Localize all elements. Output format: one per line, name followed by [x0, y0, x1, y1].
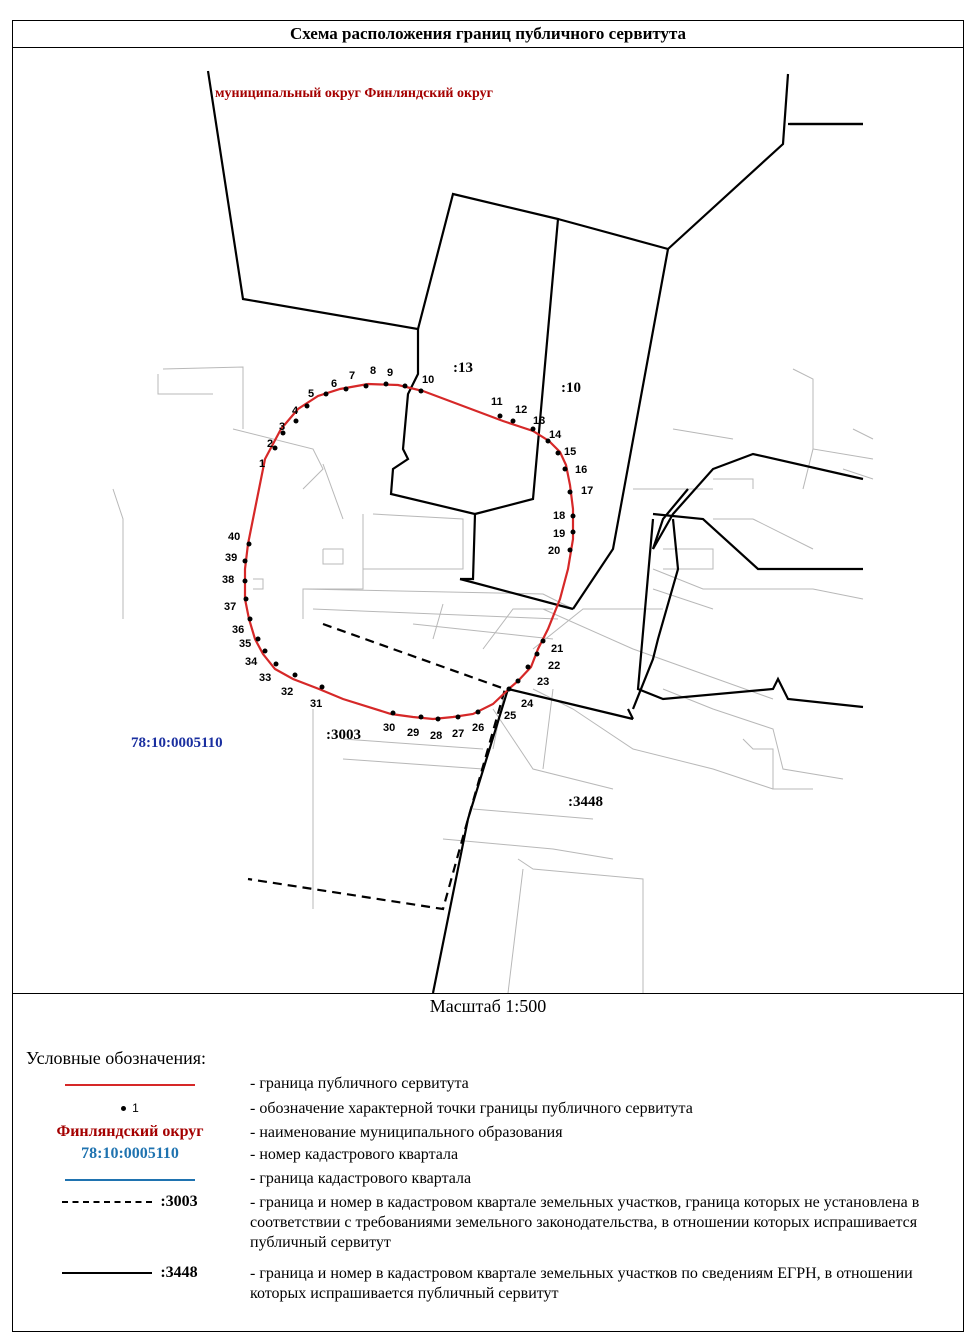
- background-topography: [113, 367, 873, 993]
- point-label: 26: [472, 722, 485, 734]
- point-label: 1: [259, 458, 266, 470]
- legend-symbol: [30, 1084, 230, 1086]
- servitude-points: [243, 382, 576, 722]
- legend-text: - граница и номер в кадастровом квартале земельных участков, граница которых не установлена в соответствии с требованиями земельного законодательства, в отношении которых испрашивается публичный сервитут: [250, 1194, 920, 1251]
- point-label: 10: [422, 374, 435, 386]
- quarter-number-label: 78:10:0005110: [131, 735, 223, 751]
- point-label: 40: [228, 531, 241, 543]
- map-divider: [12, 993, 964, 994]
- point-label: 3: [279, 421, 286, 433]
- point-label: 32: [281, 686, 294, 698]
- legend-quarter-number: 78:10:0005110: [81, 1145, 179, 1162]
- point-label: 31: [310, 698, 323, 710]
- point-label: 13: [533, 415, 546, 427]
- point-label: 6: [331, 378, 338, 390]
- parcel-label-10: :10: [561, 380, 581, 396]
- scale-label: Масштаб 1:500: [429, 996, 547, 1016]
- legend-text: - номер кадастрового квартала: [250, 1146, 459, 1163]
- legend-symbol: [30, 1193, 230, 1211]
- point-label: 18: [553, 510, 566, 522]
- point-label: 36: [232, 624, 245, 636]
- map-canvas: [13, 49, 963, 993]
- legend-symbol: [30, 1264, 230, 1282]
- parcel-label-3003: :3003: [326, 727, 361, 743]
- legend-parcel-3003-label: :3003: [160, 1193, 198, 1210]
- legend-parcel-3448-label: :3448: [160, 1264, 198, 1281]
- point-label: 14: [549, 429, 562, 441]
- point-label: 19: [553, 528, 566, 540]
- legend-text: - обозначение характерной точки границы публичного сервитута: [250, 1100, 693, 1117]
- point-label: 23: [537, 676, 550, 688]
- legend-text: - граница кадастрового квартала: [250, 1170, 472, 1187]
- page-title: Схема расположения границ публичного сервитута: [12, 20, 964, 48]
- point-labels: [222, 365, 593, 742]
- point-label: 37: [224, 601, 237, 613]
- point-label: 5: [308, 388, 315, 400]
- point-label: 27: [452, 728, 465, 740]
- point-label: 11: [491, 396, 503, 408]
- point-label: 9: [387, 367, 394, 379]
- parcel-boundaries: [208, 71, 863, 993]
- point-label: 16: [575, 464, 588, 476]
- point-label: 20: [548, 545, 561, 557]
- point-label: 7: [349, 370, 356, 382]
- parcel-label-3448: :3448: [568, 794, 603, 810]
- point-label: 35: [239, 638, 252, 650]
- legend-municipality-name: Финляндский округ: [56, 1123, 204, 1140]
- servitude-boundary: [245, 384, 573, 719]
- legend-text: - граница публичного сервитута: [250, 1075, 469, 1092]
- point-label: 34: [245, 656, 258, 668]
- point-label: 2: [267, 438, 274, 450]
- legend-text: - наименование муниципального образования: [250, 1124, 563, 1141]
- legend-symbol: [30, 1179, 230, 1181]
- map-area: [13, 49, 963, 993]
- parcel-labels: [326, 360, 603, 810]
- point-label: 4: [292, 405, 299, 417]
- point-label: 29: [407, 727, 420, 739]
- point-label: 22: [548, 660, 561, 672]
- point-label: 30: [383, 722, 396, 734]
- point-label: 21: [551, 643, 564, 655]
- point-label: 28: [430, 730, 443, 742]
- parcel-label-13: :13: [453, 360, 473, 376]
- point-label: 8: [370, 365, 377, 377]
- municipality-label: муниципальный округ Финляндский округ: [215, 86, 494, 101]
- legend-symbol: [30, 1099, 230, 1117]
- parcel-3003-boundary: [248, 624, 505, 909]
- point-label: 24: [521, 698, 534, 710]
- point-label: 39: [225, 552, 238, 564]
- legend-point-label: 1: [132, 1101, 139, 1115]
- point-label: 25: [504, 710, 517, 722]
- point-label: 17: [581, 485, 594, 497]
- point-label: 38: [222, 574, 235, 586]
- point-label: 15: [564, 446, 577, 458]
- legend-text: - граница и номер в кадастровом квартале земельных участков по сведениям ЕГРН, в отношении которых испрашивается публичный сервитут: [250, 1265, 913, 1302]
- legend-title: Условные обозначения:: [26, 1048, 207, 1068]
- point-label: 12: [515, 404, 528, 416]
- point-label: 33: [259, 672, 272, 684]
